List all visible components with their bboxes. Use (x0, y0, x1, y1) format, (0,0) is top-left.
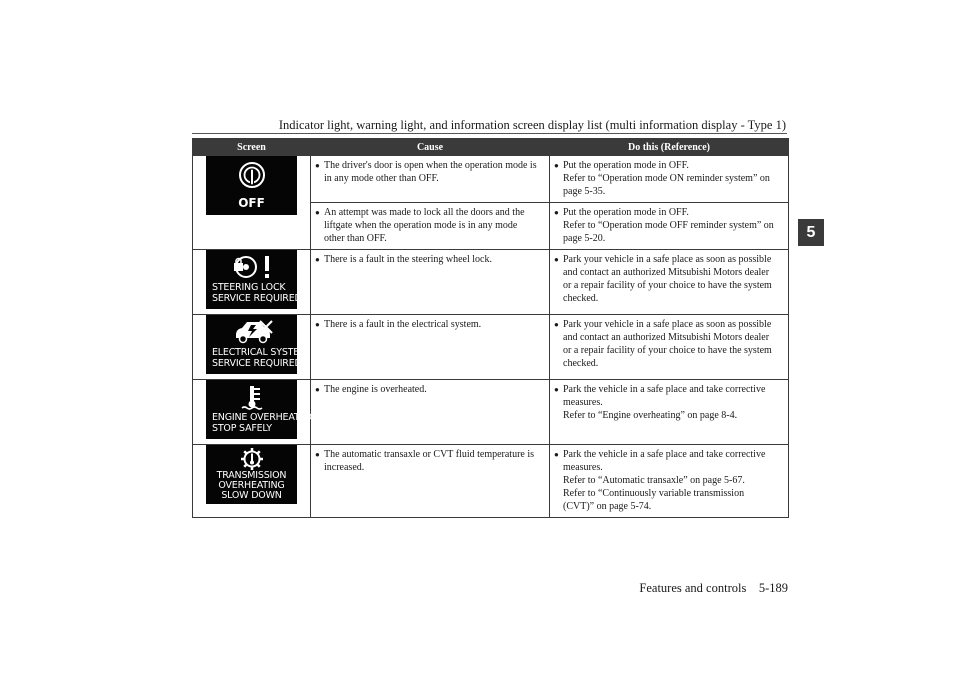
display-line: TRANSMISSION (216, 470, 287, 481)
page-number: 5-189 (758, 581, 788, 595)
table-row (193, 380, 789, 445)
table-row (193, 445, 789, 518)
action-cell: ● Park the vehicle in a safe place and take corrective measures. Refer to “Engine overheating” on page 8-4. (550, 380, 789, 445)
cause-cell: ● There is a fault in the electrical system. (311, 315, 550, 380)
display-line: ELECTRICAL SYSTEM (212, 347, 308, 358)
display-steering-lock (206, 250, 302, 309)
power-button-icon (206, 160, 297, 196)
display-line: SLOW DOWN (221, 490, 282, 501)
display-line: SERVICE REQUIRED (212, 292, 302, 304)
display-transmission-overheating (206, 445, 297, 504)
display-line: STOP SAFELY (212, 422, 272, 434)
table-row (193, 250, 789, 315)
action-cell: ● Park the vehicle in a safe place and take corrective measures. Refer to “Automatic transaxle” on page 5-67. Refer to “Continuously variable transmission (CVT)” on page 5-74. (550, 445, 789, 518)
table-row (193, 156, 789, 203)
screen-cell (193, 156, 311, 250)
column-header-screen: Screen (193, 139, 311, 156)
table-header-row (193, 139, 789, 156)
indicator-table (192, 138, 789, 518)
action-cell: ● Put the operation mode in OFF. Refer to “Operation mode OFF reminder system” on page 5-20. (550, 203, 789, 250)
chapter-tab: 5 (798, 219, 824, 246)
action-cell: ● Park your vehicle in a safe place as soon as possible and contact an authorized Mitsubishi Motors dealer or a repair facility of your choice to have the system checked. (550, 315, 789, 380)
cause-cell: ● The engine is overheated. (311, 380, 550, 445)
page-header-title: Indicator light, warning light, and information screen display list (multi information display - Type 1) (278, 118, 786, 132)
display-line: STEERING LOCK (212, 282, 286, 293)
screen-cell (193, 445, 311, 518)
column-header-action: Do this (Reference) (550, 139, 789, 156)
display-label: OFF (238, 196, 265, 210)
cause-cell: ● The driver's door is open when the operation mode is in any mode other than OFF. (311, 156, 550, 203)
display-line: SERVICE REQUIRED (212, 357, 302, 369)
column-header-cause: Cause (311, 139, 550, 156)
page-footer (639, 581, 788, 596)
screen-cell (193, 315, 311, 380)
display-line: OVERHEATING (218, 480, 285, 491)
action-cell: ● Put the operation mode in OFF. Refer to “Operation mode ON reminder system” on page 5-35. (550, 156, 789, 203)
cause-cell: ● The automatic transaxle or CVT fluid temperature is increased. (311, 445, 550, 518)
electrical-system-icon (206, 319, 297, 349)
display-line: ENGINE OVERHEATING (212, 412, 317, 423)
cause-cell: ● There is a fault in the steering wheel lock. (311, 250, 550, 315)
display-off (206, 156, 297, 215)
display-electrical-system (206, 315, 308, 374)
footer-section: Features and controls (639, 581, 747, 595)
screen-cell (193, 380, 317, 445)
header-divider (192, 133, 787, 134)
table-row (193, 315, 789, 380)
action-cell: ● Park your vehicle in a safe place as soon as possible and contact an authorized Mitsubishi Motors dealer or a repair facility of your choice to have the system checked. (550, 250, 789, 315)
display-engine-overheating (206, 380, 317, 439)
cause-cell: ● An attempt was made to lock all the doors and the liftgate when the operation mode is in any mode other than OFF. (311, 203, 550, 250)
screen-cell (193, 250, 311, 315)
